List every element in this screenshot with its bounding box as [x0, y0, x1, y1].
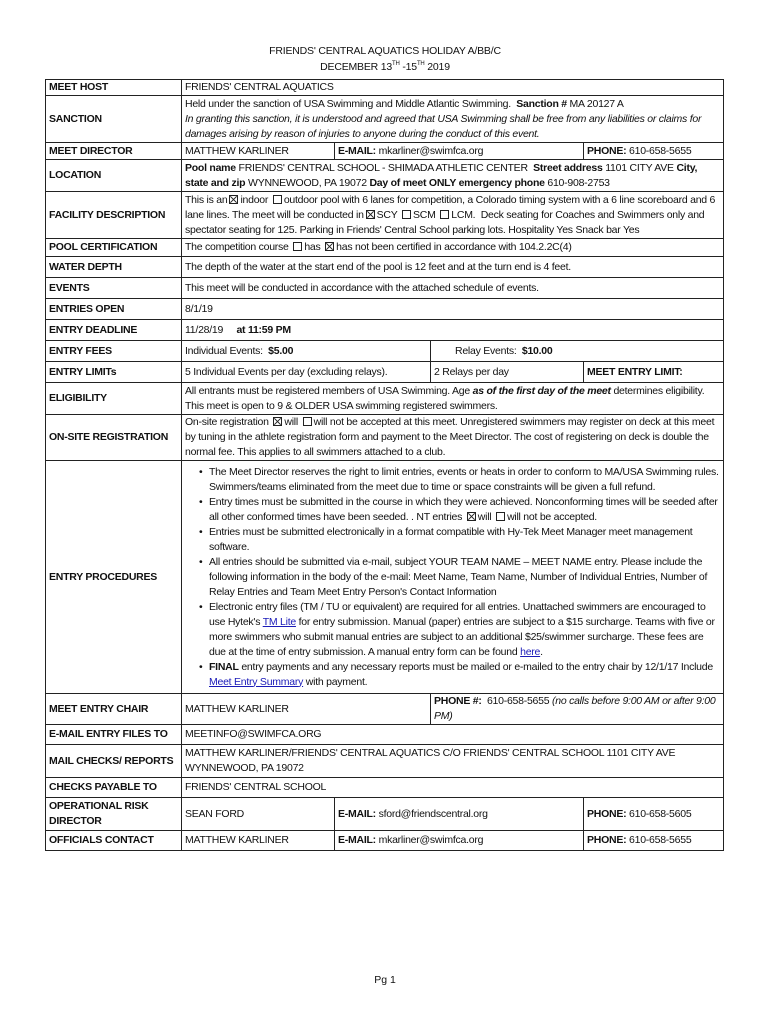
meet-entry-limit: MEET ENTRY LIMIT: [584, 362, 724, 383]
officials-name: MATTHEW KARLINER [182, 831, 335, 851]
row-pool-cert [46, 239, 724, 257]
row-entries-open [46, 299, 724, 320]
pool-cert-label: POOL CERTIFICATION [46, 239, 182, 257]
has-not-checkbox[interactable] [325, 242, 334, 251]
row-entry-limits [46, 362, 724, 383]
onsite-label: ON-SITE REGISTRATION [46, 415, 182, 461]
row-entry-fees [46, 341, 724, 362]
manual-entry-form-link[interactable]: here [520, 645, 541, 658]
events-label: EVENTS [46, 278, 182, 299]
row-events [46, 278, 724, 299]
row-meet-director [46, 143, 724, 160]
water-depth-label: WATER DEPTH [46, 257, 182, 278]
row-email-files [46, 725, 724, 745]
email-files-value: MEETINFO@SWIMFCA.ORG [182, 725, 724, 745]
row-meet-host [46, 80, 724, 96]
row-location [46, 160, 724, 192]
entries-open-value: 8/1/19 [182, 299, 724, 320]
officials-email: E-MAIL: mkarliner@swimfca.org [335, 831, 584, 851]
procedure-item: • Entries must be submitted electronically in a format compatible with Hy-Tek Meet Manager meet management software. [199, 525, 720, 555]
entry-procedures-value [182, 461, 724, 694]
individual-limit: 5 Individual Events per day (excluding relays). [182, 362, 431, 383]
officials-label: OFFICIALS CONTACT [46, 831, 182, 851]
entry-chair-phone: PHONE #: 610-658-5655 (no calls before 9:00 AM or after 9:00 PM) [431, 694, 724, 725]
location-value: Pool name FRIENDS' CENTRAL SCHOOL - SHIMADA ATHLETIC CENTER Street address 1101 CITY AVE City, state and zip WYNNEWOOD, PA 19072 Day of meet ONLY emergency phone 610-908-2753 [182, 160, 724, 192]
scm-checkbox[interactable] [402, 210, 411, 219]
eligibility-value: All entrants must be registered members of USA Swimming. Age as of the first day of the meet determines eligibility. This meet is open to 9 & OLDER USA swimming registered swimmers. [182, 383, 724, 415]
location-label: LOCATION [46, 160, 182, 192]
mail-checks-value: MATTHEW KARLINER/FRIENDS' CENTRAL AQUATICS C/O FRIENDS' CENTRAL SCHOOL 1101 CITY AVE WYNNEWOOD, PA 19072 [182, 745, 724, 778]
procedure-item: • Electronic entry files (TM / TU or equivalent) are required for all entries. Unattached swimmers are encouraged to use Hytek's TM Lite for entry submission. Manual (paper) entries are subject to a $15 surcharge. Teams with five or more swimmers who submit manual entries are subject to an additional $25/swimmer surcharge. These fees are due at the time of entry submission. A manual entry form can be found here. [199, 600, 720, 660]
risk-director-email: E-MAIL: sford@friendscentral.org [335, 798, 584, 831]
water-depth-value: The depth of the water at the start end of the pool is 12 feet and at the turn end is 4 feet. [182, 257, 724, 278]
row-mail-checks [46, 745, 724, 778]
row-entry-procedures [46, 461, 724, 694]
nt-will-checkbox[interactable] [467, 512, 476, 521]
facility-value: This is an indoor outdoor pool with 6 lanes for competition, a Colorado timing system with a 6 line scoreboard and 6 lane lines. The meet will be conducted in SCY SCM LCM. Deck seating for Coaches and Swimmers only and spectator seating for 125. Parking in Friends' Central School parking lots. Hospitality Yes Snack bar Yes [182, 192, 724, 239]
row-eligibility [46, 383, 724, 415]
onsite-value: On-site registration will will not be accepted at this meet. Unregistered swimmers may register on deck at this meet by tuning in the athlete registration form and payment to the Meet Director. The cost of registering on deck is double the normal fee. This applies to all swimmers attached to a club. [182, 415, 724, 461]
email-files-label: E-MAIL ENTRY FILES TO [46, 725, 182, 745]
procedure-item: • FINAL entry payments and any necessary reports must be mailed or e-mailed to the entry chair by 12/1/17 Include Meet Entry Summary with payment. [199, 660, 720, 690]
nt-will-not-checkbox[interactable] [496, 512, 505, 521]
document-title: FRIENDS' CENTRAL AQUATICS HOLIDAY A/BB/C [269, 45, 501, 57]
eligibility-label: ELIGIBILITY [46, 383, 182, 415]
entry-fees-label: ENTRY FEES [46, 341, 182, 362]
meet-host-label: MEET HOST [46, 80, 182, 96]
outdoor-checkbox[interactable] [273, 195, 282, 204]
entry-deadline-value: 11/28/19 at 11:59 PM [182, 320, 724, 341]
entry-chair-label: MEET ENTRY CHAIR [46, 694, 182, 725]
row-entry-chair [46, 694, 724, 725]
row-entry-deadline [46, 320, 724, 341]
checks-payable-value: FRIENDS' CENTRAL SCHOOL [182, 778, 724, 798]
relay-limit: 2 Relays per day [431, 362, 584, 383]
meet-dates: DECEMBER 13TH -15TH 2019 [320, 61, 450, 73]
row-checks-payable [46, 778, 724, 798]
page-number: Pg 1 [374, 974, 396, 986]
lcm-checkbox[interactable] [440, 210, 449, 219]
entry-limits-label: ENTRY LIMITs [46, 362, 182, 383]
has-checkbox[interactable] [293, 242, 302, 251]
officials-phone: PHONE: 610-658-5655 [584, 831, 724, 851]
entry-procedures-label: ENTRY PROCEDURES [46, 461, 182, 694]
procedure-item: • The Meet Director reserves the right to limit entries, events or heats in order to conform to MA/USA Swimming rules. Swimmers/teams eliminated from the meet due to time or space constraints will be given a full refund. [199, 465, 720, 495]
entry-chair-name: MATTHEW KARLINER [182, 694, 431, 725]
meet-director-label: MEET DIRECTOR [46, 143, 182, 160]
meet-host-value: FRIENDS' CENTRAL AQUATICS [182, 80, 724, 96]
row-water-depth [46, 257, 724, 278]
pool-cert-value: The competition course has has not been certified in accordance with 104.2.2C(4) [182, 239, 724, 257]
procedure-item: • Entry times must be submitted in the course in which they were achieved. Nonconforming times will be seeded after all other conformed times have been seeded. . NT entries will will not be accepted. [199, 495, 720, 525]
meet-info-table [45, 79, 724, 851]
relay-fee: Relay Events: $10.00 [431, 341, 724, 362]
facility-label: FACILITY DESCRIPTION [46, 192, 182, 239]
row-facility [46, 192, 724, 239]
sanction-disclaimer: In granting this sanction, it is understood and agreed that USA Swimming shall be free from any liabilities or claims for damages arising by reason of injuries to anyone during the conduct of this event. [185, 112, 702, 140]
tm-lite-link[interactable]: TM Lite [262, 615, 296, 628]
onsite-will-checkbox[interactable] [273, 417, 282, 426]
row-risk-director [46, 798, 724, 831]
risk-director-name: SEAN FORD [182, 798, 335, 831]
meet-entry-summary-link[interactable]: Meet Entry Summary [209, 675, 304, 688]
mail-checks-label: MAIL CHECKS/ REPORTS [46, 745, 182, 778]
meet-director-email: E-MAIL: mkarliner@swimfca.org [335, 143, 584, 160]
sanction-label: SANCTION [46, 96, 182, 143]
row-sanction [46, 96, 724, 143]
onsite-will-not-checkbox[interactable] [303, 417, 312, 426]
procedure-item: • All entries should be submitted via e-mail, subject YOUR TEAM NAME – MEET NAME entry. Please include the following information in the body of the e-mail: Meet Name, Team Name, Number of Individual Entries, Number of Relay Entries and Team Meet Entry Person's Contact Information [199, 555, 720, 600]
risk-director-label: OPERATIONAL RISK DIRECTOR [46, 798, 182, 831]
checks-payable-label: CHECKS PAYABLE TO [46, 778, 182, 798]
individual-fee: Individual Events: $5.00 [182, 341, 431, 362]
sanction-value: Held under the sanction of USA Swimming and Middle Atlantic Swimming. Sanction # MA 20127 A In granting this sanction, it is understood and agreed that USA Swimming shall be free from any liabilities or claims for damages arising by reason of injuries to anyone during the conduct of this event. [182, 96, 724, 143]
entries-open-label: ENTRIES OPEN [46, 299, 182, 320]
scy-checkbox[interactable] [366, 210, 375, 219]
row-officials [46, 831, 724, 851]
row-onsite [46, 415, 724, 461]
sanction-number: MA 20127 A [569, 97, 624, 110]
events-value: This meet will be conducted in accordance with the attached schedule of events. [182, 278, 724, 299]
entry-deadline-label: ENTRY DEADLINE [46, 320, 182, 341]
risk-director-phone: PHONE: 610-658-5605 [584, 798, 724, 831]
meet-director-phone: PHONE: 610-658-5655 [584, 143, 724, 160]
indoor-checkbox[interactable] [229, 195, 238, 204]
meet-director-name: MATTHEW KARLINER [182, 143, 335, 160]
